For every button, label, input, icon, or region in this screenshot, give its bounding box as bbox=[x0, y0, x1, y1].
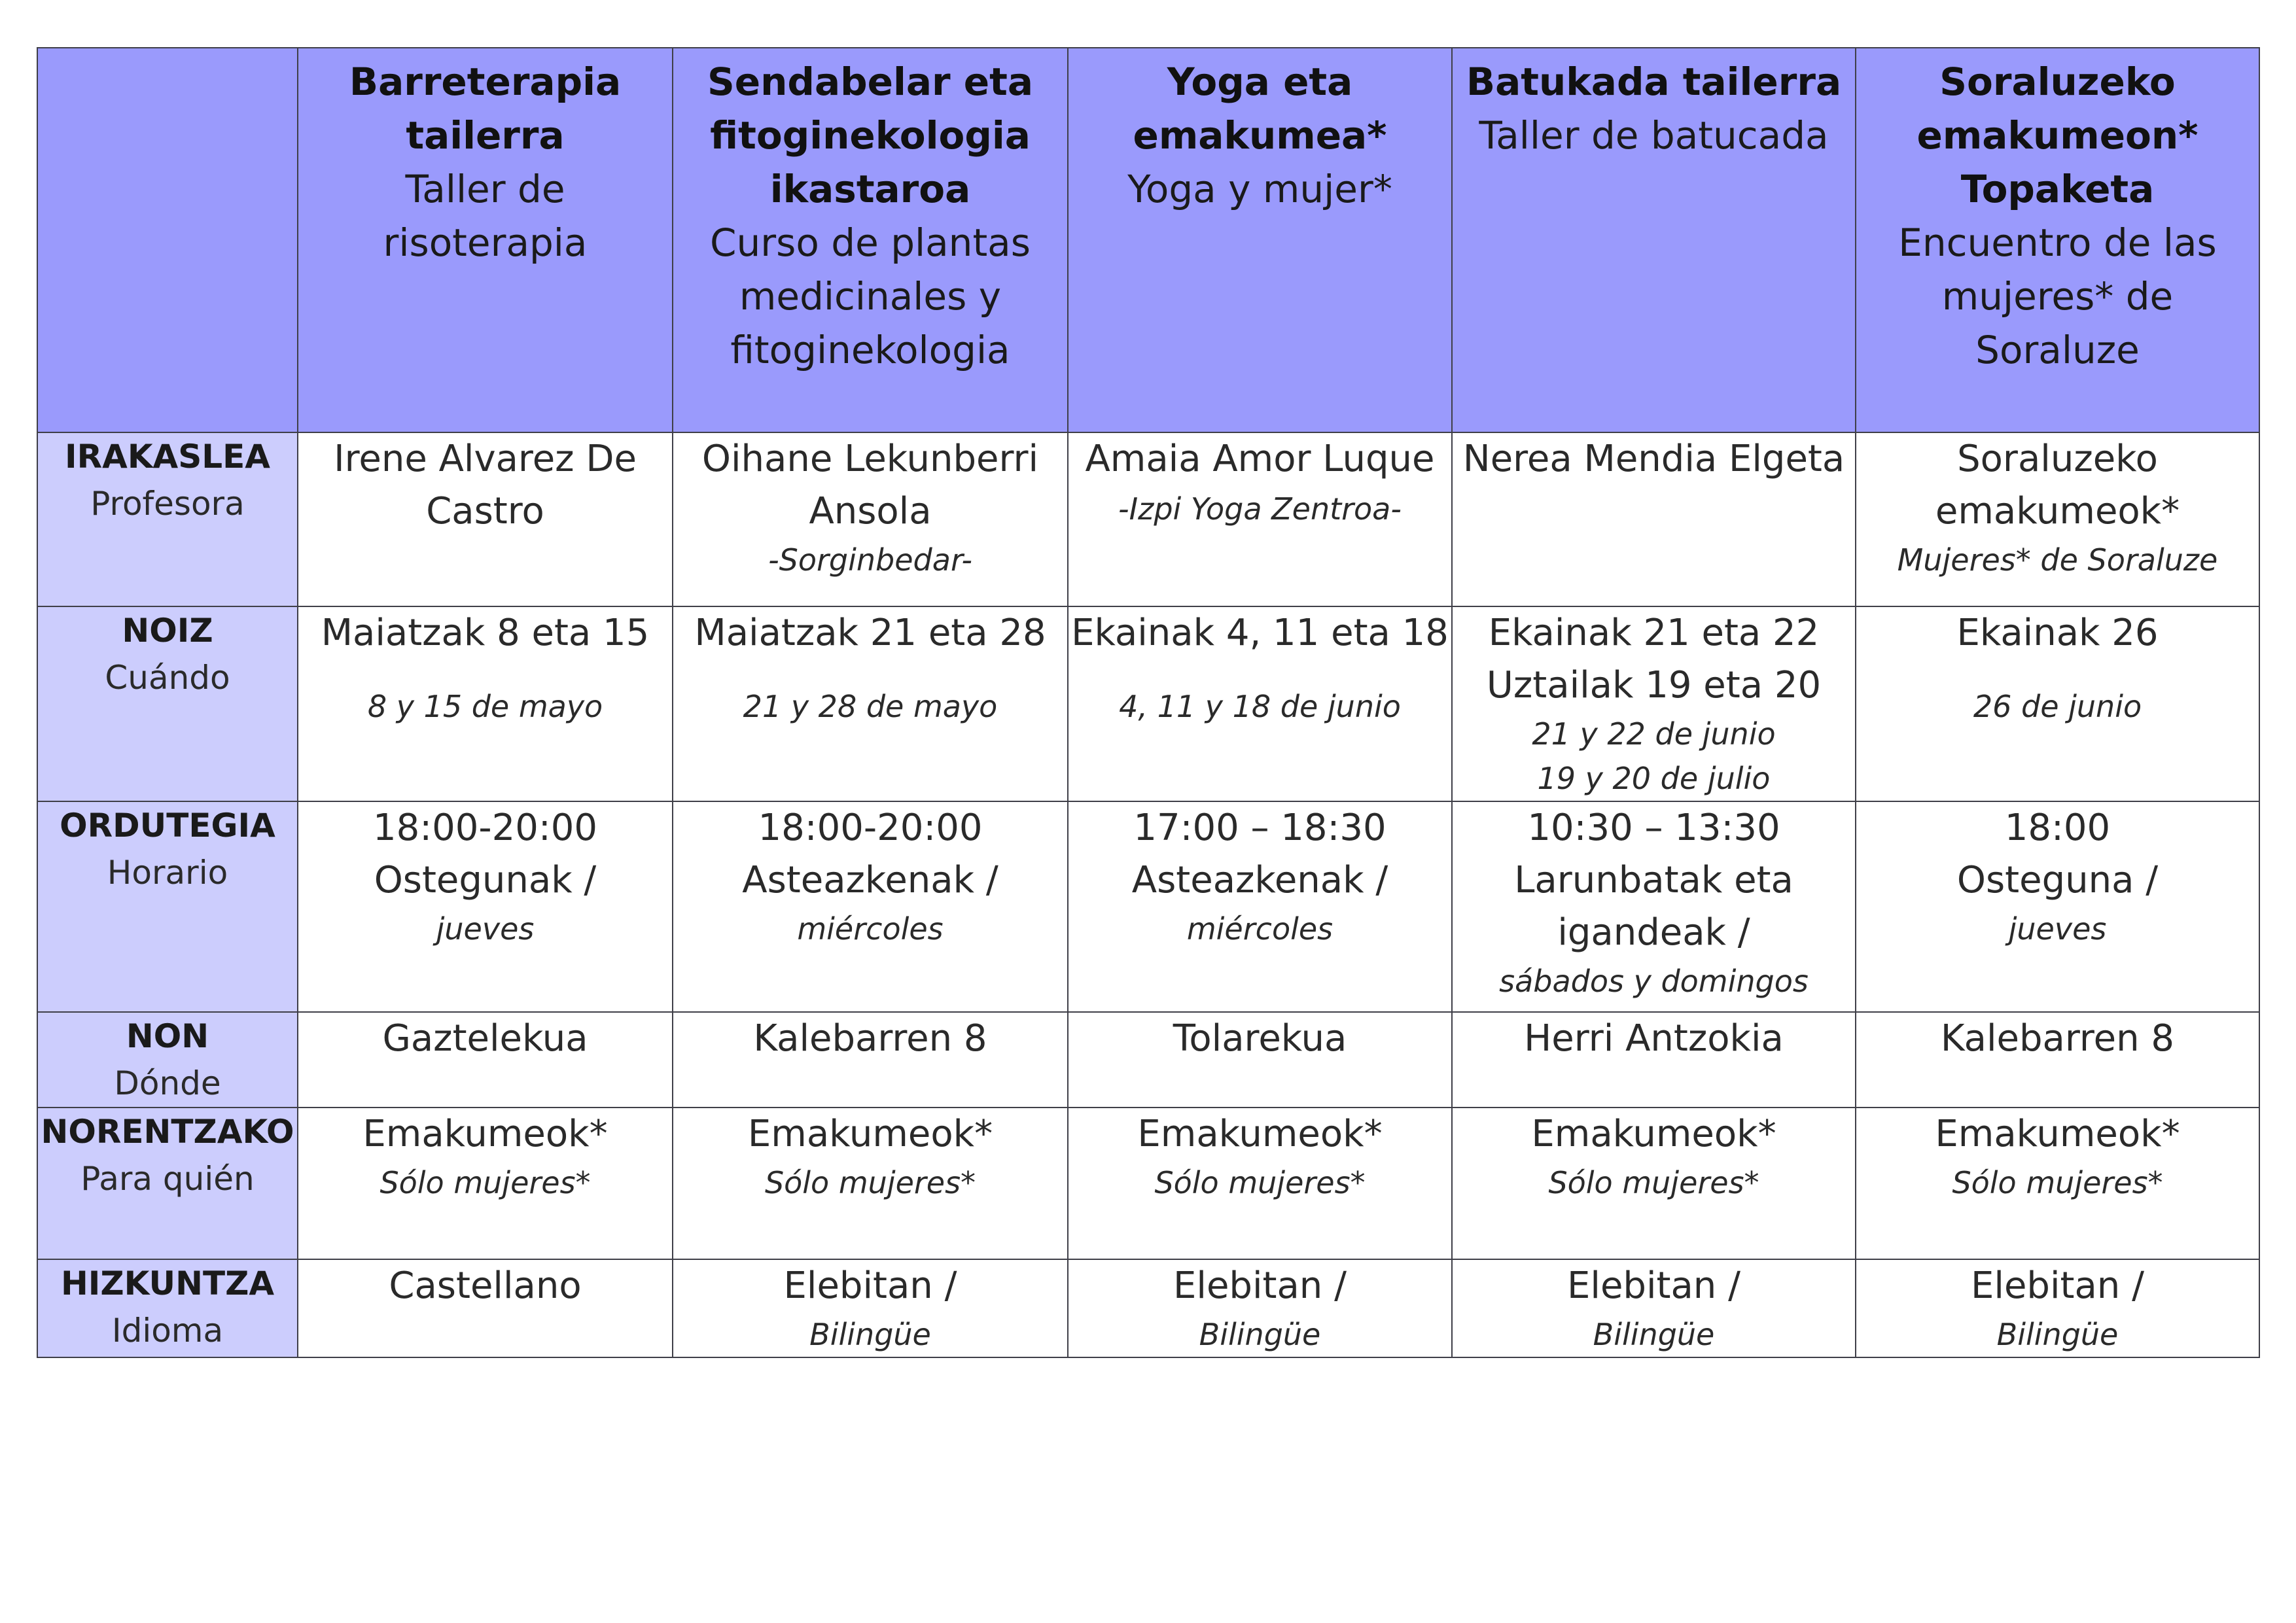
audience-es: Sólo mujeres* bbox=[1154, 1165, 1366, 1200]
course-header bbox=[298, 48, 673, 432]
teacher-cell bbox=[298, 432, 673, 606]
where-row bbox=[37, 1012, 2259, 1108]
course-title-es: Curso de plantas medicinales y fitoginekologia bbox=[710, 220, 1031, 372]
when-cell bbox=[1068, 606, 1452, 801]
course-header bbox=[1068, 48, 1452, 432]
course-title-eu: Batukada tailerra bbox=[1466, 60, 1842, 104]
days-eu: Asteazkenak / bbox=[742, 859, 998, 901]
schedule-cell bbox=[1452, 801, 1856, 1012]
time: 10:30 – 13:30 bbox=[1527, 807, 1780, 849]
course-title-eu: Yoga eta emakumea* bbox=[1133, 60, 1387, 158]
audience-eu: Emakumeok* bbox=[362, 1113, 608, 1155]
days-eu: Ostegunak / bbox=[374, 859, 597, 901]
audience-cell bbox=[298, 1108, 673, 1259]
time: 18:00-20:00 bbox=[758, 807, 983, 849]
where-cell bbox=[1068, 1012, 1452, 1108]
teacher-name: Soraluzeko emakumeok* bbox=[1935, 438, 2180, 532]
schedule-cell bbox=[673, 801, 1068, 1012]
audience-es: Sólo mujeres* bbox=[1952, 1165, 2163, 1200]
header-row bbox=[37, 48, 2259, 432]
date-es: 21 y 28 de mayo bbox=[743, 689, 998, 724]
row-label-eu: NORENTZAKO bbox=[41, 1113, 294, 1151]
time: 18:00 bbox=[2004, 807, 2111, 849]
when-cell bbox=[1856, 606, 2259, 801]
location: Tolarekua bbox=[1173, 1017, 1347, 1060]
date-eu: Ekainak 26 bbox=[1956, 612, 2159, 654]
course-title-eu: Barreterapia tailerra bbox=[349, 60, 622, 158]
audience-cell bbox=[1856, 1108, 2259, 1259]
date-es: 4, 11 y 18 de junio bbox=[1119, 689, 1401, 724]
date-eu: Maiatzak 21 eta 28 bbox=[694, 612, 1046, 654]
audience-eu: Emakumeok* bbox=[747, 1113, 993, 1155]
audience-eu: Emakumeok* bbox=[1531, 1113, 1776, 1155]
audience-es: Sólo mujeres* bbox=[1548, 1165, 1759, 1200]
date-eu: Maiatzak 8 eta 15 bbox=[321, 612, 650, 654]
audience-cell bbox=[1452, 1108, 1856, 1259]
course-title-es: Encuentro de las mujeres* de Soraluze bbox=[1898, 220, 2217, 372]
audience-es: Sólo mujeres* bbox=[764, 1165, 976, 1200]
language-cell bbox=[1856, 1259, 2259, 1357]
audience-cell bbox=[673, 1108, 1068, 1259]
row-label-es: Cuándo bbox=[105, 659, 230, 697]
audience-eu: Emakumeok* bbox=[1935, 1113, 2180, 1155]
schedule-cell bbox=[1068, 801, 1452, 1012]
location: Gaztelekua bbox=[382, 1017, 588, 1060]
row-label-eu: IRAKASLEA bbox=[65, 438, 270, 476]
row-label-eu: NON bbox=[126, 1017, 209, 1055]
row-label-es: Horario bbox=[107, 854, 228, 892]
schedule-table bbox=[37, 47, 2260, 1358]
audience-eu: Emakumeok* bbox=[1137, 1113, 1383, 1155]
row-label-es: Profesora bbox=[90, 485, 245, 523]
teacher-cell bbox=[1068, 432, 1452, 606]
language-cell bbox=[298, 1259, 673, 1357]
teacher-org: Mujeres* de Soraluze bbox=[1897, 542, 2218, 578]
days-es: miércoles bbox=[1186, 911, 1333, 947]
course-header bbox=[673, 48, 1068, 432]
where-cell bbox=[298, 1012, 673, 1108]
language-eu: Elebitan / bbox=[1173, 1265, 1347, 1307]
course-title-es: Taller de risoterapia bbox=[383, 167, 588, 265]
course-title-es: Taller de batucada bbox=[1479, 113, 1829, 158]
date-eu: Ekainak 21 eta 22 bbox=[1488, 612, 1820, 654]
row-label-language bbox=[37, 1259, 298, 1357]
date-es: 21 y 22 de junio bbox=[1532, 716, 1776, 752]
language-es: Bilingüe bbox=[1199, 1317, 1321, 1352]
language-eu: Castellano bbox=[389, 1265, 582, 1307]
where-cell bbox=[1856, 1012, 2259, 1108]
row-label-es: Para quién bbox=[80, 1160, 255, 1198]
teacher-cell bbox=[1856, 432, 2259, 606]
date-es: 26 de junio bbox=[1973, 689, 2142, 724]
when-row bbox=[37, 606, 2259, 801]
days-es: jueves bbox=[436, 911, 535, 947]
date-eu: Ekainak 4, 11 eta 18 bbox=[1071, 612, 1449, 654]
schedule-row bbox=[37, 801, 2259, 1012]
language-cell bbox=[1452, 1259, 1856, 1357]
language-cell bbox=[673, 1259, 1068, 1357]
date-eu-2: Uztailak 19 eta 20 bbox=[1486, 664, 1822, 707]
teacher-org: -Sorginbedar- bbox=[768, 542, 972, 578]
audience-es: Sólo mujeres* bbox=[380, 1165, 591, 1200]
days-es: miércoles bbox=[797, 911, 944, 947]
when-cell bbox=[1452, 606, 1856, 801]
where-cell bbox=[673, 1012, 1068, 1108]
course-title-es: Yoga y mujer* bbox=[1127, 167, 1392, 211]
language-row bbox=[37, 1259, 2259, 1357]
schedule-cell bbox=[298, 801, 673, 1012]
audience-cell bbox=[1068, 1108, 1452, 1259]
where-cell bbox=[1452, 1012, 1856, 1108]
row-label-where bbox=[37, 1012, 298, 1108]
language-eu: Elebitan / bbox=[1971, 1265, 2144, 1307]
location: Herri Antzokia bbox=[1524, 1017, 1784, 1060]
audience-row bbox=[37, 1108, 2259, 1259]
row-label-teacher bbox=[37, 432, 298, 606]
course-header bbox=[1452, 48, 1856, 432]
course-title-eu: Sendabelar eta fitoginekologia ikastaroa bbox=[707, 60, 1033, 211]
row-label-eu: NOIZ bbox=[122, 612, 213, 650]
when-cell bbox=[298, 606, 673, 801]
time: 18:00-20:00 bbox=[373, 807, 597, 849]
date-es: 8 y 15 de mayo bbox=[367, 689, 603, 724]
teacher-name: Oihane Lekunberri Ansola bbox=[701, 438, 1039, 532]
teacher-cell bbox=[1452, 432, 1856, 606]
when-cell bbox=[673, 606, 1068, 801]
time: 17:00 – 18:30 bbox=[1133, 807, 1386, 849]
teacher-cell bbox=[673, 432, 1068, 606]
days-es: sábados y domingos bbox=[1499, 964, 1809, 999]
language-eu: Elebitan / bbox=[783, 1265, 957, 1307]
language-es: Bilingüe bbox=[1593, 1317, 1715, 1352]
days-es: jueves bbox=[2008, 911, 2107, 947]
language-es: Bilingüe bbox=[809, 1317, 931, 1352]
course-title-eu: Soraluzeko emakumeon* Topaketa bbox=[1916, 60, 2199, 211]
corner-cell bbox=[37, 48, 298, 432]
row-label-when bbox=[37, 606, 298, 801]
teacher-name: Amaia Amor Luque bbox=[1085, 438, 1435, 480]
location: Kalebarren 8 bbox=[1940, 1017, 2175, 1060]
location: Kalebarren 8 bbox=[753, 1017, 987, 1060]
course-header bbox=[1856, 48, 2259, 432]
schedule-cell bbox=[1856, 801, 2259, 1012]
row-label-eu: HIZKUNTZA bbox=[60, 1265, 275, 1302]
language-es: Bilingüe bbox=[1996, 1317, 2119, 1352]
language-eu: Elebitan / bbox=[1567, 1265, 1740, 1307]
teacher-name: Nerea Mendia Elgeta bbox=[1462, 438, 1845, 480]
row-label-es: Dónde bbox=[114, 1064, 221, 1102]
date-es-2: 19 y 20 de julio bbox=[1537, 761, 1771, 796]
row-label-schedule bbox=[37, 801, 298, 1012]
row-label-es: Idioma bbox=[111, 1312, 224, 1350]
teacher-org: -Izpi Yoga Zentroa- bbox=[1118, 491, 1402, 527]
days-eu: Osteguna / bbox=[1956, 859, 2159, 901]
days-eu: Asteazkenak / bbox=[1131, 859, 1388, 901]
row-label-eu: ORDUTEGIA bbox=[60, 807, 275, 845]
row-label-audience bbox=[37, 1108, 298, 1259]
teacher-row bbox=[37, 432, 2259, 606]
teacher-name: Irene Alvarez De Castro bbox=[334, 438, 637, 532]
days-eu: Larunbatak eta igandeak / bbox=[1514, 859, 1793, 954]
language-cell bbox=[1068, 1259, 1452, 1357]
